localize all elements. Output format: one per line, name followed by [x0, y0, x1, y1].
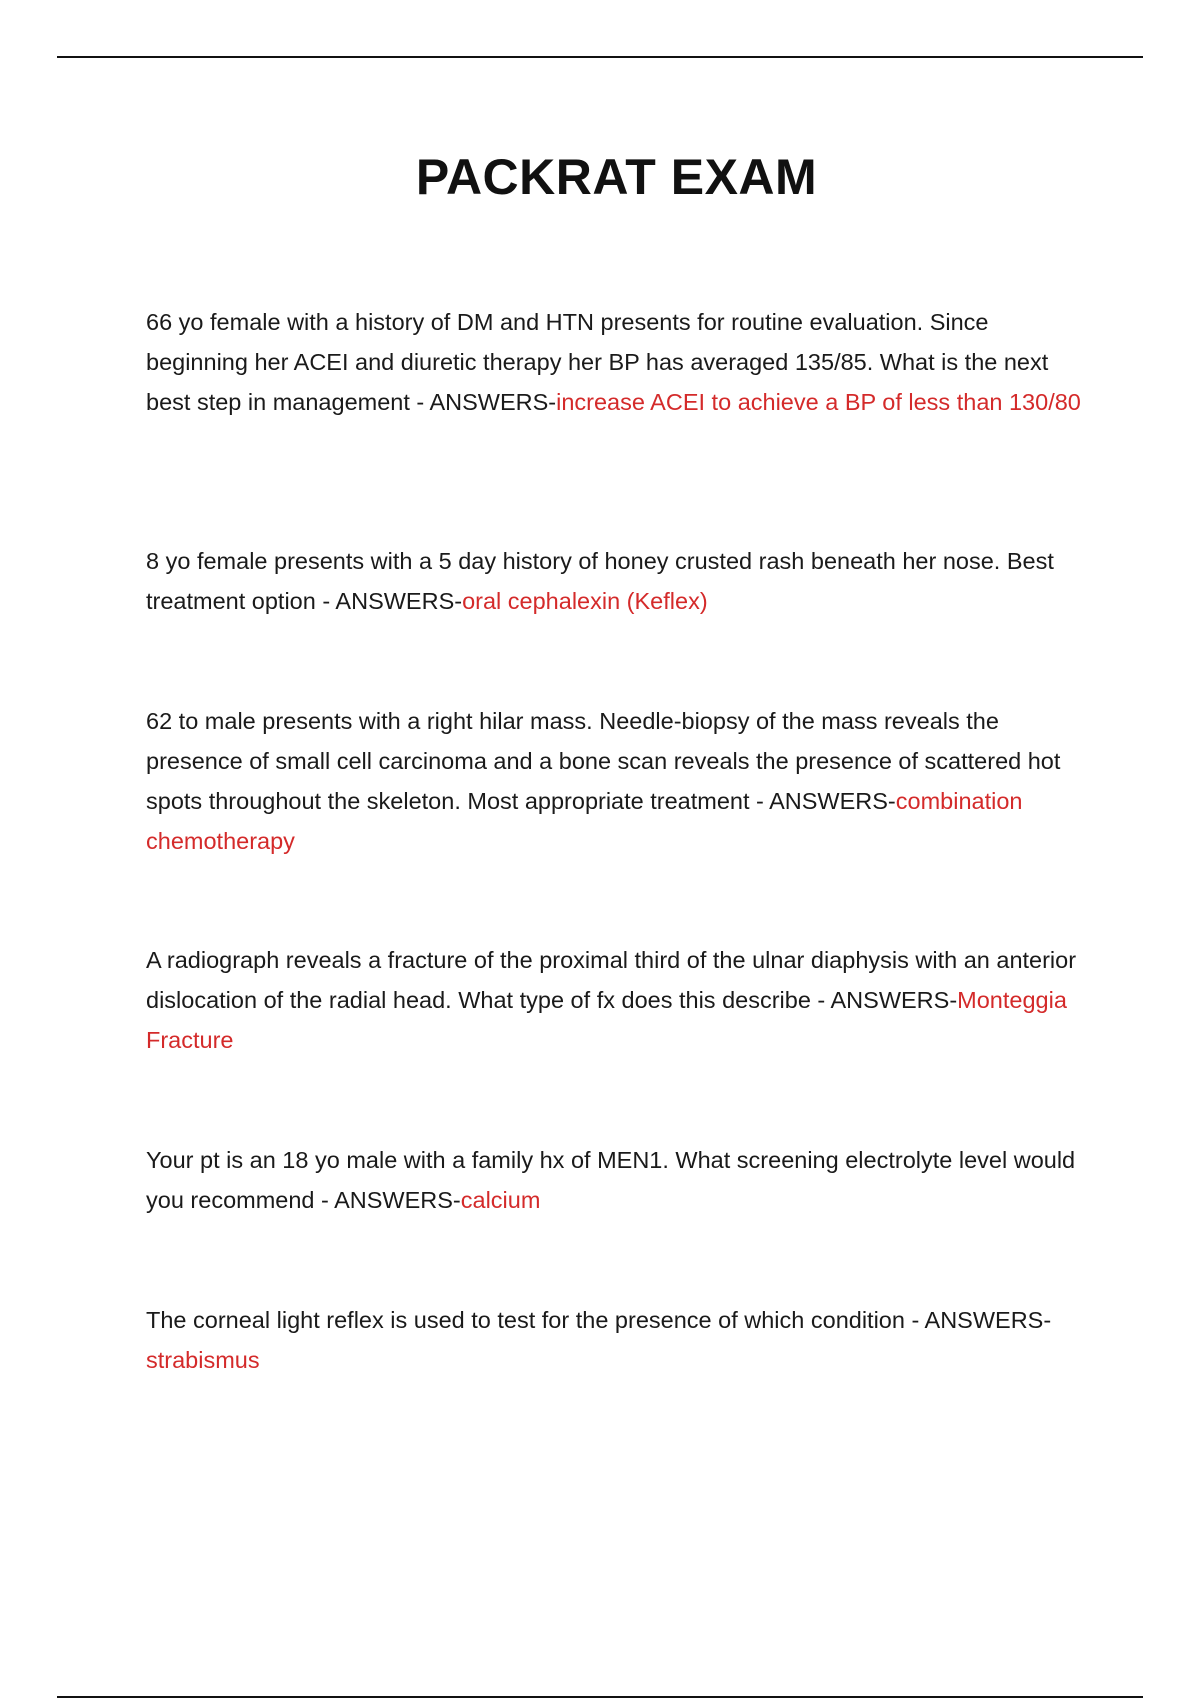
- question-4: [146, 940, 1096, 1060]
- question-text: 62 to male presents with a right hilar mass. Needle-biopsy of the mass reveals the presence of small cell carcinoma and a bone scan reveals the presence of scattered hot spots throughout the skeleton. Most appropriate treatment -: [146, 708, 1061, 814]
- answer-text: increase ACEI to achieve a BP of less than 130/80: [556, 389, 1081, 415]
- answer-text: combination chemotherapy: [146, 788, 1023, 854]
- question-3: [146, 701, 1096, 861]
- answers-prefix: ANSWERS-: [924, 1307, 1052, 1333]
- answer-text: calcium: [460, 1187, 541, 1213]
- answer-text: Monteggia Fracture: [146, 987, 1067, 1053]
- answers-prefix: ANSWERS-: [830, 987, 958, 1013]
- top-divider: [57, 56, 1143, 58]
- answers-prefix: ANSWERS-: [334, 1187, 461, 1213]
- question-text: 8 yo female presents with a 5 day history of honey crusted rash beneath her nose. Best treatment option -: [146, 548, 1054, 614]
- question-6: [146, 1300, 1096, 1380]
- answer-text: strabismus: [146, 1347, 260, 1373]
- question-1: [146, 302, 1096, 422]
- answers-prefix: ANSWERS-: [335, 588, 463, 614]
- page-title: PACKRAT EXAM: [415, 149, 818, 205]
- question-text: Your pt is an 18 yo male with a family hx of MEN1. What screening electrolyte level would you recommend -: [146, 1147, 1076, 1213]
- question-text: 66 yo female with a history of DM and HTN presents for routine evaluation. Since beginning her ACEI and diuretic therapy her BP has averaged 135/85. What is the next best step in management -: [146, 309, 1049, 415]
- question-2: [146, 541, 1096, 621]
- bottom-divider: [57, 1696, 1143, 1698]
- answers-prefix: ANSWERS-: [429, 389, 557, 415]
- answer-text: oral cephalexin (Keflex): [462, 588, 708, 614]
- answers-prefix: ANSWERS-: [769, 788, 896, 814]
- question-text: A radiograph reveals a fracture of the proximal third of the ulnar diaphysis with an anterior dislocation of the radial head. What type of fx does this describe -: [146, 947, 1077, 1013]
- question-5: [146, 1140, 1096, 1220]
- question-text: The corneal light reflex is used to test for the presence of which condition -: [146, 1307, 925, 1333]
